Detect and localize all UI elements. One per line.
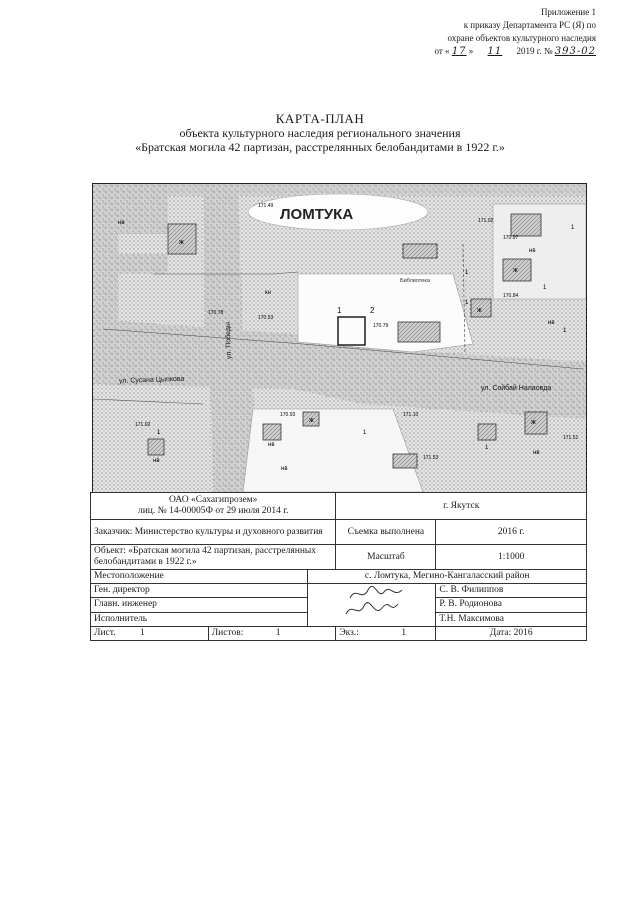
one-label: 1: [363, 430, 367, 436]
nv-label: нв: [281, 466, 288, 472]
order-number: 393-02: [554, 46, 596, 57]
building-9: [148, 439, 164, 455]
annex-line-2: к приказу Департамента РС (Я) по: [463, 20, 596, 30]
zh-label: ж: [179, 239, 184, 246]
elev-label: 171.02: [478, 218, 494, 224]
zh-label: ж: [477, 307, 482, 314]
org-license: лиц. № 14-00005Ф от 29 июля 2014 г.: [137, 506, 289, 516]
survey-label: Съемка выполнена: [336, 520, 436, 545]
annex-line-1: Приложение 1: [540, 7, 596, 17]
elev-label: 170.93: [280, 412, 296, 418]
elev-label: 170.53: [258, 315, 274, 321]
one-label: 1: [571, 225, 575, 231]
elev-label: 170.84: [503, 293, 519, 299]
building-10: [263, 424, 281, 440]
sheet-label: Лист.: [94, 628, 116, 638]
sheets-value: 1: [275, 628, 281, 638]
street-label-left: ул. Сусана Цыпкова: [118, 375, 185, 385]
one-label: 1: [543, 285, 547, 291]
south-plot: [243, 409, 423, 492]
elev-label: 171.51: [563, 435, 579, 441]
scale-label: Масштаб: [336, 545, 436, 570]
elev-label: 171.10: [403, 412, 419, 418]
zh-label: ж: [531, 419, 536, 426]
document-title: [90, 112, 550, 154]
elev-label: 170.97: [503, 235, 519, 241]
zh-label: ж: [309, 417, 314, 424]
building-12: [478, 424, 496, 440]
elev-label: 171.49: [258, 203, 274, 209]
nv-label: нв: [533, 450, 540, 456]
director-label: Ген. директор: [91, 584, 308, 598]
memorial-plot: [298, 274, 473, 352]
date-day: 17: [451, 46, 467, 57]
nv-label: нв: [548, 320, 555, 326]
library-label: Библиотека: [400, 278, 430, 284]
one-label: 1: [485, 445, 489, 451]
director-name: С. В. Филиппов: [436, 584, 587, 598]
elev-label: 171.02: [135, 422, 151, 428]
nv-label: нв: [153, 458, 160, 464]
location-value: с. Ломтука, Мегино-Кангаласский район: [308, 570, 587, 584]
elev-label: 170.79: [373, 323, 389, 329]
library-building: [398, 322, 440, 342]
date-cell: Дата: 2016: [436, 627, 587, 641]
site-plan-map: [92, 183, 587, 493]
one-label: 1: [157, 430, 161, 436]
title-sub-2: «Братская могила 42 партизан, расстрелянных белобандитами в 1922 г.»: [135, 140, 505, 154]
copy-cell: [336, 627, 436, 641]
executor-label: Исполнитель: [91, 612, 308, 626]
sheets-label: Листов:: [211, 628, 244, 638]
building-2: [403, 244, 437, 258]
one-label: 1: [465, 300, 469, 306]
engineer-label: Главн. инженер: [91, 598, 308, 612]
title-main: КАРТА-ПЛАН: [275, 111, 365, 126]
date-year: 2019 г. №: [516, 46, 553, 56]
sheets-cell: [208, 627, 336, 641]
kn-label: кн: [265, 290, 271, 296]
engineer-name: Р. В. Родионова: [436, 598, 587, 612]
object-cell: Объект: «Братская могила 42 партизан, расстрелянных белобандитами в 1922 г.»: [91, 545, 336, 570]
signature-mark: [312, 584, 432, 624]
city-cell: г. Якутск: [336, 493, 587, 520]
location-label: Местоположение: [91, 570, 308, 584]
nv-label: нв: [529, 248, 536, 254]
customer-cell: Заказчик: Министерство культуры и духовного развития: [91, 520, 336, 545]
date-month: 11: [487, 46, 503, 57]
scale-value: 1:1000: [436, 545, 587, 570]
annex-header: [376, 6, 596, 58]
street-label-vertical: ул. Победы: [224, 321, 233, 360]
sheet-value: 1: [139, 628, 145, 638]
date-mid: »: [468, 46, 474, 56]
one-label: 1: [563, 328, 567, 334]
elev-label: 171.53: [423, 455, 439, 461]
boundary-point-2: 2: [370, 306, 375, 315]
executor-name: Т.Н. Максимова: [436, 612, 587, 626]
date-prefix: от «: [434, 46, 450, 56]
map-drawing: [93, 184, 586, 492]
annex-date-line: [376, 45, 596, 58]
survey-year: 2016 г.: [436, 520, 587, 545]
org-name: ОАО «Сахагипрозем»: [168, 495, 258, 505]
village-label: ЛОМТУКА: [280, 206, 354, 223]
sheet-cell: [91, 627, 209, 641]
title-block: [90, 492, 587, 641]
copy-value: 1: [401, 628, 407, 638]
building-4: [511, 214, 541, 236]
org-cell: [91, 493, 336, 520]
title-sub-1: объекта культурного наследия регионального значения: [179, 126, 461, 140]
boundary-point-1: 1: [337, 306, 342, 315]
annex-line-3: охране объектов культурного наследия: [447, 33, 596, 43]
elev-label: 170.78: [208, 310, 224, 316]
zh-label: ж: [513, 267, 518, 274]
grey-area-3: [118, 254, 168, 274]
signatures: [308, 584, 436, 627]
one-label: 1: [465, 270, 469, 276]
building-8: [393, 454, 417, 468]
building-7: [525, 412, 547, 434]
nv-label: нв: [118, 220, 125, 226]
street-label-right: ул. Сойбай Налаовда: [481, 385, 552, 392]
nv-label: нв: [268, 442, 275, 448]
copy-label: Экз.:: [339, 628, 359, 638]
